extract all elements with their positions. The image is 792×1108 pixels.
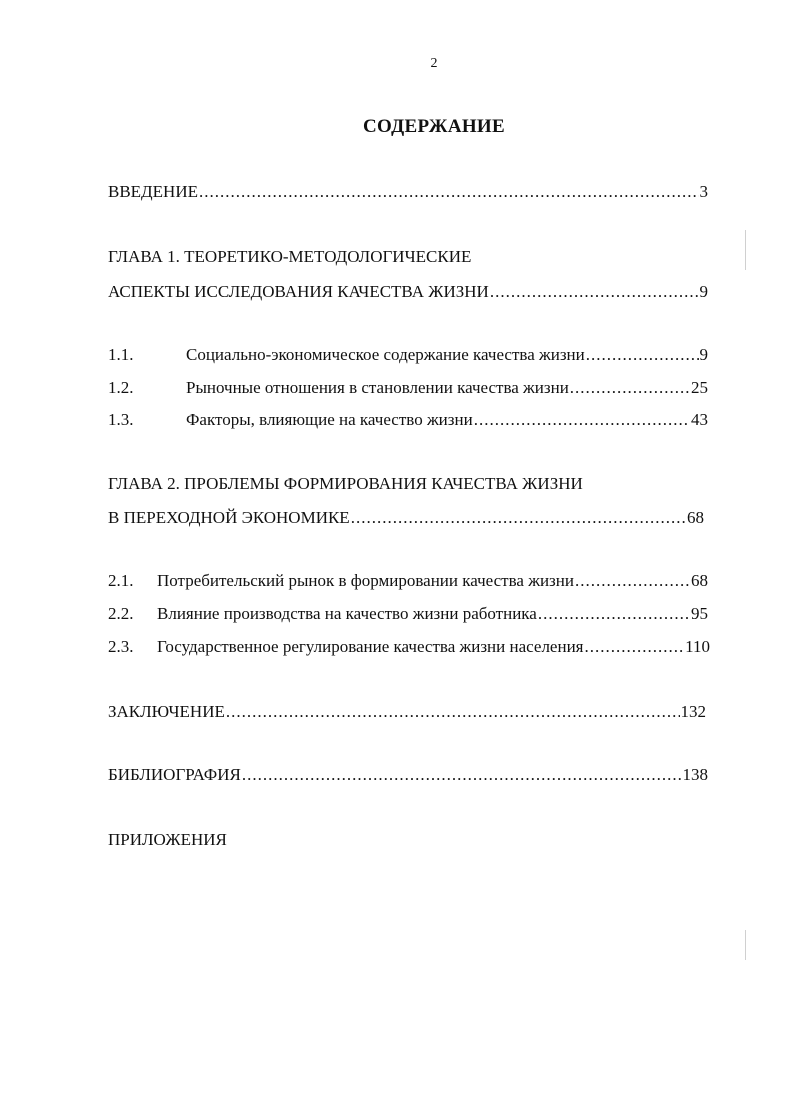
- toc-entry-page: 68: [687, 508, 704, 527]
- toc-entry-chapter2[interactable]: [108, 507, 704, 529]
- toc-entry-text: ЗАКЛЮЧЕНИЕ: [108, 702, 225, 721]
- dot-leader: [570, 377, 690, 399]
- section-number: 2.3.: [108, 637, 134, 656]
- toc-entry-chapter1[interactable]: [108, 281, 708, 303]
- toc-entry-appendices[interactable]: ПРИЛОЖЕНИЯ: [108, 830, 227, 849]
- dot-leader: [199, 181, 699, 203]
- toc-entry-page: 3: [699, 182, 708, 201]
- chapter1-heading-line1[interactable]: ГЛАВА 1. ТЕОРЕТИКО-МЕТОДОЛОГИЧЕСКИЕ: [108, 247, 472, 266]
- scan-artifact: [745, 930, 746, 960]
- toc-entry-intro[interactable]: [108, 181, 708, 203]
- toc-entry-page: 138: [682, 765, 708, 784]
- toc-entry-text: В ПЕРЕХОДНОЙ ЭКОНОМИКЕ: [108, 508, 350, 527]
- toc-entry-text: АСПЕКТЫ ИССЛЕДОВАНИЯ КАЧЕСТВА ЖИЗНИ: [108, 282, 489, 301]
- dot-leader: [351, 507, 686, 529]
- dot-leader: [586, 344, 699, 366]
- toc-title: СОДЕРЖАНИЕ: [363, 116, 505, 137]
- toc-entry-text: БИБЛИОГРАФИЯ: [108, 765, 241, 784]
- chapter2-heading-line1[interactable]: ГЛАВА 2. ПРОБЛЕМЫ ФОРМИРОВАНИЯ КАЧЕСТВА ЖИЗНИ: [108, 474, 583, 493]
- toc-entry-page: 9: [699, 345, 708, 364]
- section-number: 1.3.: [108, 410, 134, 429]
- toc-entry-section-1-2[interactable]: [108, 377, 708, 399]
- toc-entry-text: Влияние производства на качество жизни работника: [157, 604, 537, 623]
- toc-entry-section-1-3[interactable]: [108, 409, 708, 431]
- dot-leader: [585, 636, 685, 658]
- toc-entry-conclusion[interactable]: [108, 701, 706, 723]
- toc-entry-section-1-1[interactable]: [108, 344, 708, 366]
- toc-entry-page: 43: [691, 410, 708, 429]
- toc-entry-text: Социально-экономическое содержание качества жизни: [186, 345, 585, 364]
- toc-entry-section-2-1[interactable]: [108, 570, 708, 592]
- toc-entry-section-2-2[interactable]: [108, 603, 708, 625]
- toc-entry-text: Государственное регулирование качества жизни населения: [157, 637, 584, 656]
- section-number: 1.1.: [108, 345, 134, 364]
- dot-leader: [575, 570, 690, 592]
- dot-leader: [242, 764, 682, 786]
- toc-entry-page: 25: [691, 378, 708, 397]
- scan-artifact: [745, 230, 746, 270]
- section-number: 1.2.: [108, 378, 134, 397]
- toc-entry-page: 132: [680, 702, 706, 721]
- toc-entry-page: 68: [691, 571, 708, 590]
- toc-entry-page: 110: [685, 637, 710, 656]
- section-number: 2.2.: [108, 604, 134, 623]
- toc-entry-page: 9: [699, 282, 708, 301]
- toc-entry-page: 95: [691, 604, 708, 623]
- toc-entry-text: Рыночные отношения в становлении качества жизни: [186, 378, 569, 397]
- dot-leader: [474, 409, 690, 431]
- toc-entry-text: ВВЕДЕНИЕ: [108, 182, 198, 201]
- toc-entry-section-2-3[interactable]: [108, 636, 710, 658]
- toc-entry-text: Факторы, влияющие на качество жизни: [186, 410, 473, 429]
- dot-leader: [490, 281, 699, 303]
- dot-leader: [226, 701, 680, 723]
- dot-leader: [538, 603, 690, 625]
- toc-entry-bibliography[interactable]: [108, 764, 708, 786]
- page-number: 2: [430, 56, 438, 71]
- toc-entry-text: Потребительский рынок в формировании качества жизни: [157, 571, 574, 590]
- section-number: 2.1.: [108, 571, 134, 590]
